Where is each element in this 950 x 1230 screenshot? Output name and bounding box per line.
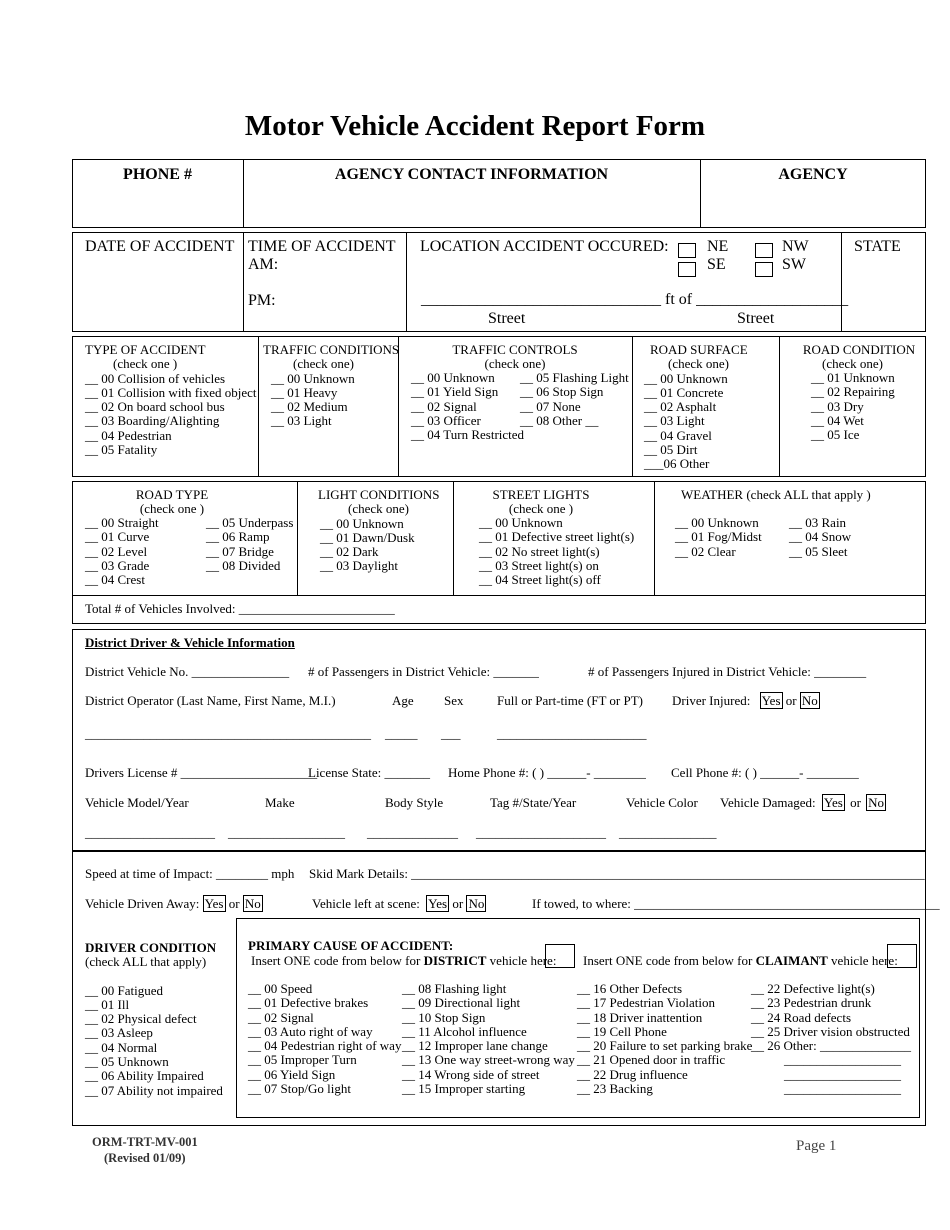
district-code-input[interactable] [545, 944, 575, 968]
traffic-conditions-section [263, 343, 399, 429]
operator-label: District Operator (Last Name, First Name, M.I.) [85, 693, 336, 708]
list-item[interactable]: __ 05 Dirt [644, 442, 698, 458]
list-item[interactable]: __ 01 Yield Sign [411, 384, 499, 400]
vehicle-damaged-group [720, 796, 886, 810]
sex-line[interactable]: ___ [441, 726, 461, 741]
list-item: __ 22 Drug influence [577, 1066, 688, 1082]
skid-mark-field[interactable]: Skid Mark Details: _______________________________________________________________________________ [309, 866, 925, 881]
or-label: or [228, 896, 240, 911]
age-line[interactable]: _____ [385, 726, 418, 741]
driven-away-no[interactable]: No [244, 896, 261, 911]
type-of-accident-section [85, 343, 257, 457]
list-item[interactable]: __ 00 Unknown [411, 370, 495, 385]
road-condition-subtitle: (check one) [822, 356, 883, 371]
claimant-code-prefix: Insert ONE code from below for [583, 953, 756, 968]
cause-column-1 [248, 982, 401, 1096]
list-item[interactable]: __ 03 Rain [789, 515, 847, 530]
list-item[interactable]: __ 00 Unknown [271, 370, 355, 386]
nw-label: NW [782, 238, 809, 255]
other-cause-field[interactable]: __ 26 Other: ______________ [751, 1038, 911, 1054]
list-item[interactable]: __ 01 Concrete [644, 384, 724, 400]
se-label: SE [707, 256, 726, 273]
list-item[interactable]: __ 04 Gravel [644, 427, 712, 443]
color-line[interactable]: _______________ [619, 825, 717, 840]
list-item: __ 06 Yield Sign [248, 1066, 336, 1082]
list-item[interactable]: __ 00 Unknown [644, 370, 728, 386]
sw-checkbox[interactable] [755, 262, 773, 277]
passengers-injured-field[interactable]: # of Passengers Injured in District Vehicle: ________ [588, 664, 867, 679]
road-surface-section [644, 343, 748, 472]
vehicle-damaged-yes[interactable]: Yes [823, 795, 843, 810]
list-item[interactable]: __ 03 Asleep [85, 1025, 153, 1041]
road-type-right [206, 516, 293, 573]
list-item[interactable]: __ 04 Pedestrian [85, 427, 172, 443]
light-conditions-section [318, 488, 439, 574]
total-vehicles-field[interactable]: Total # of Vehicles Involved: ________________________ [85, 601, 395, 616]
list-item[interactable]: __ 03 Dry [811, 398, 864, 414]
list-item: __ 24 Road defects [751, 1009, 852, 1025]
body-style-label: Body Style [385, 795, 444, 810]
nw-checkbox[interactable] [755, 243, 773, 258]
revised-date: (Revised 01/09) [104, 1151, 186, 1165]
list-item[interactable]: __ 02 Signal [411, 398, 477, 414]
ft-pt-label: Full or Part-time (FT or PT) [497, 693, 644, 708]
list-item: __ 16 Other Defects [577, 981, 683, 996]
district-heading: District Driver & Vehicle Information [85, 635, 295, 650]
agency-label: AGENCY [778, 166, 848, 183]
license-state-field[interactable]: License State: _______ [308, 765, 431, 780]
list-item: __ 22 Defective light(s) [751, 981, 875, 996]
list-item[interactable]: __ 03 Light [271, 413, 332, 429]
list-item: __ 11 Alcohol influence [402, 1023, 527, 1039]
list-item: __ 21 Opened door in traffic [577, 1052, 726, 1068]
speed-field[interactable]: Speed at time of Impact: ________ mph [85, 866, 295, 881]
driver-condition-section [85, 941, 223, 1098]
list-item[interactable]: __ 04 Snow [789, 529, 852, 545]
towed-field[interactable]: If towed, to where: _______________________________________________ [532, 896, 940, 911]
list-item: __ 04 Pedestrian right of way [248, 1038, 402, 1054]
driven-away-yes[interactable]: Yes [204, 896, 224, 911]
section-title: ROAD SURFACE [650, 342, 748, 357]
list-item[interactable]: __ 03 Grade [85, 557, 150, 573]
list-item[interactable]: __ 00 Unknown [479, 515, 563, 530]
list-item[interactable]: __ 01 Curve [85, 529, 150, 545]
list-item[interactable]: __ 02 Physical defect [85, 1011, 197, 1027]
other-cause-line[interactable]: __________________ [784, 1066, 901, 1082]
section-subtitle: (check one) [668, 356, 729, 372]
date-of-accident-label: DATE OF ACCIDENT [85, 238, 235, 255]
vehicle-model-line[interactable]: ____________________ [85, 825, 215, 840]
driver-injured-label: Driver Injured: [672, 693, 751, 708]
primary-cause-title: PRIMARY CAUSE OF ACCIDENT: [248, 938, 454, 953]
list-item[interactable]: __ 02 Dark [320, 544, 379, 560]
list-item[interactable]: __ 00 Unknown [320, 515, 404, 531]
traffic-controls-subtitle: (check one) [484, 356, 546, 371]
list-item: __ 18 Driver inattention [577, 1009, 703, 1025]
list-item[interactable]: __ 02 Level [85, 543, 148, 559]
sw-label: SW [782, 256, 806, 273]
list-item[interactable]: __ 06 Ability Impaired [85, 1068, 204, 1084]
traffic-controls-left [411, 371, 524, 442]
home-phone-field[interactable]: Home Phone #: ( ) ______- ________ [448, 765, 646, 780]
list-item[interactable]: __ 08 Other __ [520, 412, 599, 428]
section-title: LIGHT CONDITIONS [318, 487, 440, 502]
list-item: __ 07 Stop/Go light [248, 1081, 351, 1097]
list-item[interactable]: __ 00 Collision of vehicles [85, 370, 226, 386]
street-lights-title: STREET LIGHTS [492, 487, 590, 502]
pm-label: PM: [248, 292, 276, 309]
cause-column-4 [751, 982, 911, 1096]
ft-pt-line[interactable]: _______________________ [497, 726, 647, 741]
list-item[interactable]: __ 04 Street light(s) off [479, 572, 601, 588]
list-item[interactable]: __ 01 Collision with fixed object [85, 384, 257, 400]
list-item[interactable]: __ 02 On board school bus [85, 399, 225, 415]
list-item: __ 03 Auto right of way [248, 1023, 373, 1039]
list-item: __ 13 One way street-wrong way [402, 1052, 575, 1068]
left-scene-no[interactable]: No [468, 896, 485, 911]
list-item: __ 02 Signal [248, 1009, 314, 1025]
driver-injured-group [672, 694, 820, 708]
list-item: __ 12 Improper lane change [402, 1038, 548, 1054]
left-scene-label: Vehicle left at scene: [312, 896, 420, 911]
age-label: Age [392, 693, 414, 708]
make-label: Make [265, 795, 295, 810]
list-item: __ 10 Stop Sign [402, 1009, 486, 1025]
street-distance-line[interactable]: ______________________________ ft of ___________________ [421, 291, 849, 308]
section-title: DRIVER CONDITION [85, 940, 217, 955]
driver-injured-no[interactable]: No [801, 693, 818, 708]
list-item[interactable]: __ 05 Unknown [85, 1054, 169, 1070]
section-title: TRAFFIC CONDITIONS [263, 342, 400, 357]
form-id: ORM-TRT-MV-001 [92, 1135, 198, 1149]
list-item[interactable]: __ 02 Repairing [811, 384, 895, 400]
district-code-bold: DISTRICT [423, 953, 487, 968]
traffic-controls-right [520, 371, 629, 428]
list-item[interactable]: __ 01 Ill [85, 996, 130, 1012]
or-label: or [452, 896, 464, 911]
list-item[interactable]: __ 03 Street light(s) on [479, 557, 599, 573]
list-item[interactable]: __ 04 Crest [85, 572, 145, 588]
road-condition-list [811, 371, 895, 442]
agency-contact-label: AGENCY CONTACT INFORMATION [334, 166, 609, 183]
list-item: __ 20 Failure to set parking brake [577, 1038, 753, 1054]
drivers-license-field[interactable]: Drivers License # _____________________ [85, 765, 318, 780]
traffic-controls-title: TRAFFIC CONTROLS [452, 342, 578, 357]
claimant-code-label [583, 954, 898, 968]
section-subtitle: (check one) [348, 501, 409, 517]
list-item[interactable]: __ 05 Ice [811, 427, 860, 443]
operator-name-line[interactable]: ____________________________________________ [85, 726, 371, 741]
list-item[interactable]: __ 01 Fog/Midst [675, 529, 762, 545]
location-label: LOCATION ACCIDENT OCCURED: [420, 238, 669, 255]
weather-left [675, 516, 762, 559]
or-label: or [785, 693, 797, 708]
time-of-accident-label: TIME OF ACCIDENT [248, 238, 396, 255]
list-item: __ 08 Flashing light [402, 981, 507, 996]
driven-away-label: Vehicle Driven Away: [85, 896, 200, 911]
list-item[interactable]: __ 07 Bridge [206, 543, 274, 559]
left-scene-group [312, 897, 486, 911]
list-item: __ 23 Backing [577, 1081, 653, 1097]
list-item[interactable]: ___06 Other [644, 456, 710, 472]
state-label: STATE [854, 238, 901, 255]
list-item: __ 05 Improper Turn [248, 1052, 357, 1068]
vehicle-model-year-label: Vehicle Model/Year [85, 795, 189, 810]
driven-away-group [85, 897, 263, 911]
driver-injured-yes[interactable]: Yes [761, 693, 781, 708]
road-condition-title: ROAD CONDITION [802, 342, 916, 357]
left-scene-yes[interactable]: Yes [428, 896, 448, 911]
list-item[interactable]: __ 00 Straight [85, 515, 159, 530]
list-item[interactable]: __ 02 Clear [675, 543, 736, 559]
list-item[interactable]: __ 02 No street light(s) [479, 543, 600, 559]
list-item: __ 00 Speed [248, 981, 313, 996]
list-item[interactable]: __ 05 Sleet [789, 543, 848, 559]
list-item: __ 25 Driver vision obstructed [751, 1023, 910, 1039]
weather-title: WEATHER (check ALL that apply ) [681, 487, 871, 502]
ne-checkbox[interactable] [678, 243, 696, 258]
section-subtitle: (check ALL that apply) [85, 954, 207, 970]
list-item: __ 14 Wrong side of street [402, 1066, 540, 1082]
road-type-subtitle: (check one ) [139, 501, 205, 516]
list-item[interactable]: __ 06 Ramp [206, 529, 270, 545]
list-item[interactable]: __ 08 Divided [206, 557, 281, 573]
list-item[interactable]: __ 01 Heavy [271, 384, 338, 400]
list-item[interactable]: __ 04 Turn Restricted [411, 427, 525, 443]
cell-phone-field[interactable]: Cell Phone #: ( ) ______- ________ [671, 765, 859, 780]
street-label-2: Street [737, 310, 775, 327]
weather-right [789, 516, 851, 559]
page-number: Page 1 [796, 1138, 837, 1154]
list-item[interactable]: __ 07 None [520, 398, 581, 414]
list-item[interactable]: __ 04 Normal [85, 1039, 158, 1055]
list-item[interactable]: __ 05 Underpass [206, 515, 294, 530]
district-code-label [251, 954, 556, 968]
road-type-left [85, 516, 159, 587]
list-item[interactable]: __ 00 Unknown [675, 515, 759, 530]
list-item: __ 01 Defective brakes [248, 995, 369, 1011]
list-item[interactable]: __ 05 Fatality [85, 442, 158, 458]
se-checkbox[interactable] [678, 262, 696, 277]
or-label: or [850, 795, 861, 810]
list-item[interactable]: __ 03 Officer [411, 412, 481, 428]
list-item: __ 15 Improper starting [402, 1081, 526, 1097]
section-title: TYPE OF ACCIDENT [85, 342, 206, 357]
list-item[interactable]: __ 07 Ability not impaired [85, 1082, 223, 1098]
list-item[interactable]: __ 01 Dawn/Dusk [320, 529, 415, 545]
list-item[interactable]: __ 06 Stop Sign [520, 384, 604, 400]
section-subtitle: (check one) [293, 356, 354, 372]
list-item[interactable]: __ 03 Light [644, 413, 705, 429]
list-item[interactable]: __ 00 Fatigued [85, 982, 163, 998]
list-item[interactable]: __ 04 Wet [811, 412, 864, 428]
claimant-code-bold: CLAIMANT [755, 953, 828, 968]
list-item[interactable]: __ 03 Boarding/Alighting [85, 413, 220, 429]
list-item[interactable]: __ 02 Asphalt [644, 399, 717, 415]
cause-column-3 [577, 982, 752, 1096]
sex-label: Sex [444, 693, 464, 708]
claimant-code-suffix: vehicle here: [827, 953, 898, 968]
list-item[interactable]: __ 01 Defective street light(s) [479, 529, 635, 545]
other-cause-line[interactable]: __________________ [784, 1052, 901, 1068]
list-item[interactable]: __ 01 Unknown [811, 370, 895, 385]
am-label: AM: [248, 256, 279, 273]
list-item: __ 17 Pedestrian Violation [577, 995, 715, 1011]
claimant-code-input[interactable] [887, 944, 917, 968]
section-subtitle: (check one ) [113, 356, 178, 372]
street-label-1: Street [488, 310, 526, 327]
street-lights-list [479, 516, 634, 587]
tag-line[interactable]: ____________________ [476, 825, 606, 840]
body-style-line[interactable]: ______________ [367, 825, 458, 840]
list-item[interactable]: __ 03 Daylight [320, 558, 398, 574]
cause-column-2 [402, 982, 575, 1096]
vehicle-damaged-label: Vehicle Damaged: [720, 795, 816, 810]
other-cause-line[interactable]: __________________ [784, 1081, 901, 1097]
tag-label: Tag #/State/Year [490, 795, 577, 810]
ne-label: NE [707, 238, 729, 255]
make-line[interactable]: __________________ [228, 825, 345, 840]
district-code-prefix: Insert ONE code from below for [251, 953, 424, 968]
vehicle-color-label: Vehicle Color [626, 795, 698, 810]
phone-label: PHONE # [123, 166, 192, 183]
list-item[interactable]: __ 05 Flashing Light [520, 370, 629, 385]
page-title: Motor Vehicle Accident Report Form [244, 110, 706, 142]
list-item: __ 19 Cell Phone [577, 1023, 667, 1039]
vehicle-damaged-no[interactable]: No [868, 795, 885, 810]
passengers-field[interactable]: # of Passengers in District Vehicle: _______ [308, 664, 539, 679]
list-item: __ 09 Directional light [402, 995, 521, 1011]
street-lights-subtitle: (check one ) [508, 501, 574, 516]
road-type-title: ROAD TYPE [135, 487, 209, 502]
list-item[interactable]: __ 02 Medium [271, 399, 348, 415]
list-item: __ 23 Pedestrian drunk [751, 995, 872, 1011]
district-code-suffix: vehicle here: [486, 953, 557, 968]
district-vehicle-no-field[interactable]: District Vehicle No. _______________ [85, 664, 290, 679]
